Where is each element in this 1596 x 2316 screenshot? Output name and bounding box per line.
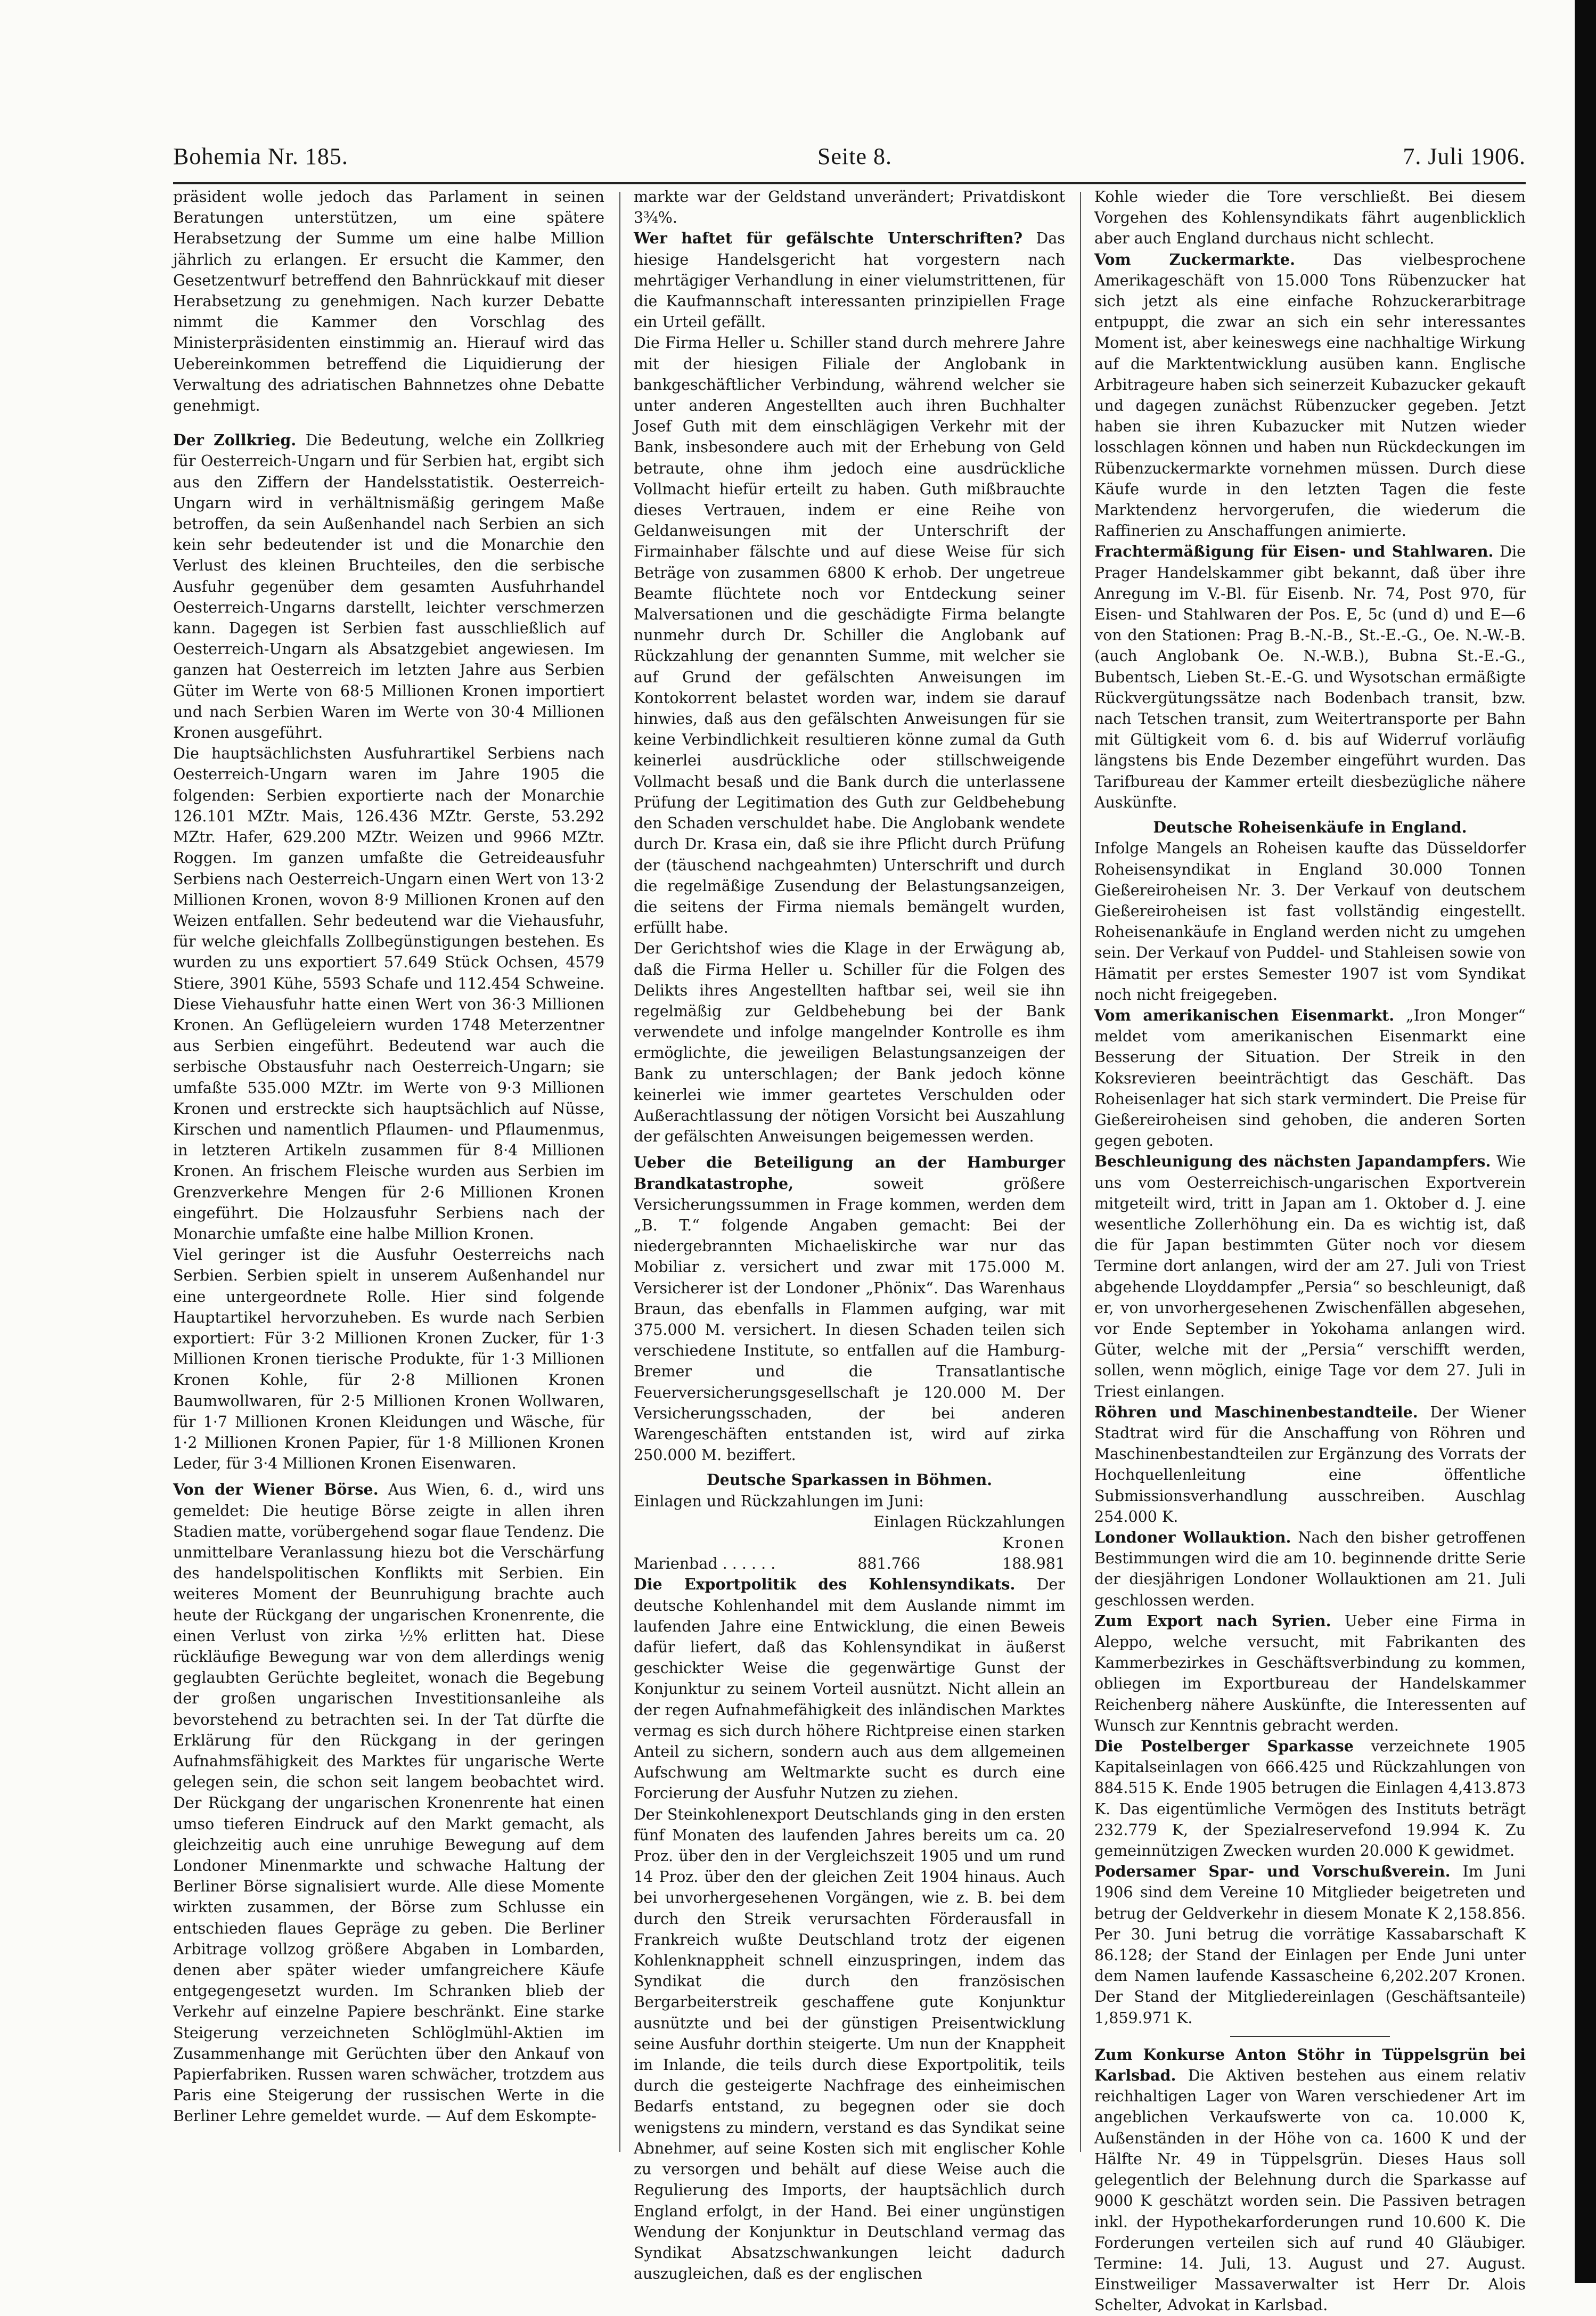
article-heading: Ueber die Beteiligung an der Hamburger Brandkatastrophe, bbox=[634, 1153, 1065, 1193]
text-columns bbox=[173, 186, 1526, 2314]
article-text: „Iron Monger“ meldet vom amerikanischen Eisenmarkt eine Besserung der Situation. Der Streik in den Koksrevieren beeinträchtigt das Geschäft. Das Roheisenlager hat sich stark vermindert. Die Preise für Gießereiroheisen sind gehoben, die anderen Sorten gegen geboten. bbox=[1094, 1006, 1526, 1150]
article-paragraph bbox=[1094, 1151, 1526, 1401]
article-text: soweit größere Versicherungssummen in Frage kommen, werden dem „B. T.“ folgende Angaben gemacht: Bei der niedergebrannten Michaeliskirche war nur das Mobiliar z. versichert und zwar mit 175.000 M. Versicherer ist der Londoner „Phönix“. Das Warenhaus Braun, das ebenfalls in Flammen aufging, war mit 375.000 M. versichert. In diesen Schaden teilen sich verschiedene Institute, so entfallen auf die Hamburg-Bremer und die Transatlantische Feuerversicherungsgesellschaft je 120.000 M. Der Versicherungsschaden, der bei anderen Warengeschäften entstanden ist, wird auf zirka 250.000 M. beziffert. bbox=[634, 1175, 1066, 1464]
article-paragraph: Die Firma Heller u. Schiller stand durch mehrere Jahre mit der hiesigen Filiale der Anglobank in bankgeschäftlicher Verbindung, während welcher sie unter anderen Angestellten auch ihren Buchhalter Josef Guth mit dem einschlägigen Verkehr mit der Bank, insbesondere auch mit der Erhebung von Geld betraute, ohne ihm jedoch eine ausdrückliche Vollmacht hiefür erteilt zu haben. Guth mißbrauchte dieses Vertrauen, indem er eine Reihe von Geldanweisungen mit der Unterschrift der Firmainhaber fälschte und auf diese Weise für sich Beträge von zusammen 6800 K erhob. Der ungetreue Beamte flüchtete noch vor Entdeckung seiner Malversationen und die geschädigte Firma belangte nunmehr durch Dr. Schiller die Anglobank auf Rückzahlung der genannten Summe, mit welcher sie auf Grund der gefälschten Anweisungen im Kontokorrent belastet worden war, indem sie darauf hinwies, daß aus den gefälschten Anweisungen für sie keine Verbindlichkeit resultieren könne zumal da Guth keinerlei ausdrückliche oder stillschweigende Vollmacht besaß und die Bank durch die unterlassene Prüfung der Legitimation des Guth zur Geldbehebung den Schaden verschuldet habe. Die Anglobank wendete durch Dr. Krasa ein, daß sie ihre Pflicht durch Prüfung der (täuschend nachgeahmten) Unterschrift und durch die regelmäßige Zusendung der Belastungsanzeigen, die seitens der Firma niemals bemängelt wurden, erfüllt habe. bbox=[634, 334, 1065, 937]
article-heading: Londoner Wollauktion. bbox=[1094, 1528, 1291, 1546]
article-text: Das vielbesprochene Amerikageschäft von 15.000 Tons Rübenzucker hat sich jetzt als eine einfache Rohzuckerarbitrage entpuppt, die zwar an sich ein sehr interessantes Moment ist, aber keineswegs eine nachhaltige Wirkung auf die Marktentwicklung ausüben kann. Englische Arbitrageure haben sich seinerzeit Kubazucker gekauft und dagegen zunächst Rübenzucker gegeben. Jetzt haben sie ihren Kubazucker mit Nutzen wieder losschlagen können und haben nun Rückdeckungen im Rübenzuckermarkte vornehmen müssen. Durch diese Käufe wurde in den letzten Tagen die feste Marktendenz hervorgerufen, die wiederum die Raffinerien zu Anschaffungen animierte. bbox=[1094, 250, 1526, 540]
article-paragraph bbox=[1094, 1005, 1526, 1151]
article-paragraph bbox=[1094, 541, 1526, 813]
column-divider bbox=[1080, 192, 1081, 2152]
article-heading: Vom Zuckermarkte. bbox=[1094, 250, 1295, 268]
column-3 bbox=[1094, 186, 1526, 2314]
article-heading: Der Zollkrieg. bbox=[173, 431, 297, 450]
article-heading: Frachtermäßigung für Eisen- und Stahlwaren. bbox=[1094, 542, 1494, 561]
article-paragraph bbox=[1094, 249, 1526, 542]
table-cell-withdrawals: 188.981 bbox=[1002, 1555, 1065, 1573]
article-text: Der Wiener Stadtrat wird für die Anschaffung von Röhren und Maschinenbestandteilen zur Ergänzung des Vorrats der Hochquellenleitung eine öffentliche Submissionsverhandlung ausschreiben. Auschlag 254.000 K. bbox=[1094, 1403, 1526, 1526]
article-paragraph: Der Gerichtshof wies die Klage in der Erwägung ab, daß die Firma Heller u. Schiller für die Folgen des Delikts ihres Angestellten haftbar sei, weil sie ihn regelmäßig zur Geldbehebung bei der Bank verwendete und infolge mangelnder Kontrolle es ihm ermöglichte, die jeweiligen Belastungsanzeigen der Bank zu unterschlagen; der Bank jedoch könne keinerlei wie immer geartetes Verschulden oder Außerachtlassung der nötigen Vorsicht bei Auszahlung der gefälschten Anweisungen beigemessen werden. bbox=[634, 940, 1065, 1146]
article-text: Die Aktiven bestehen aus einem relativ reichhaltigen Lager von Waren verschiedener Art im angeblichen Verkaufswerte von ca. 10.000 K, Außenständen in der Höhe von ca. 1600 K und der Hälfte Nr. 49 in Tüppelsgrün. Dieses Haus soll gelegentlich der Belehnung durch die Sparkasse auf 9000 K geschätzt worden sein. Die Passiven betragen inkl. der Hypothekarforderungen rund 10.600 K. Die Forderungen verteilen sich auf rund 40 Gläubiger. Termine: 14. Juli, 13. August und 27. August. Einstweiliger Massaverwalter ist Herr Dr. Alois Schelter, Advokat in Karlsbad. bbox=[1094, 2067, 1526, 2314]
article-paragraph bbox=[173, 1479, 604, 2126]
newspaper-page bbox=[173, 133, 1526, 2314]
article-paragraph: Infolge Mangels an Roheisen kaufte das Düsseldorfer Roheisensyndikat in England 30.000 Tonnen Gießereiroheisen Nr. 3. Der Verkauf von deutschem Gießereiroheisen ist fast vollständig eingestellt. Roheisenankäufe in England werden nicht zu umgehen sein. Der Verkauf von Puddel- und Stahleisen sowie von Hämatit per erstes Semester 1907 ist vom Syndikat noch nicht freigegeben. bbox=[1094, 839, 1526, 1004]
article-text: Nach den bisher getroffenen Bestimmungen wird die am 10. beginnende dritte Serie der diesjährigen Londoner Wollauktionen am 21. Juli geschlossen werden. bbox=[1094, 1529, 1526, 1609]
scan-border bbox=[1575, 0, 1596, 2283]
article-text: Ueber eine Firma in Aleppo, welche versucht, mit Fabrikanten des Kammerbezirkes in Geschäftsverbindung zu kommen, obliegen im Exportbureau der Handelskammer Reichenberg nähere Auskünfte, die Interessenten auf Wunsch zur Kenntnis gebracht werden. bbox=[1094, 1612, 1526, 1734]
section-heading: Deutsche Sparkassen in Böhmen. bbox=[706, 1471, 993, 1489]
section-rule bbox=[1230, 2036, 1390, 2037]
article-paragraph: Viel geringer ist die Ausfuhr Oesterreichs nach Serbien. Serbien spielt in unserem Außenhandel nur eine untergeordnete Rolle. Hier sind folgende Hauptartikel hervorzuheben. Es wurde nach Serbien exportiert: Für 3·2 Millionen Kronen Zucker, für 1·3 Millionen Kronen tierische Produkte, für 1·3 Millionen Kronen Kohle, für 2·8 Millionen Kronen Baumwollwaren, für 2·5 Millionen Kronen Wollwaren, für 1·7 Millionen Kronen Kleidungen und Wäsche, für 1·2 Millionen Kronen Papier, für 1·8 Millionen Kronen Leder, für 3·4 Millionen Kronen Eisenwaren. bbox=[173, 1246, 604, 1473]
table-row bbox=[634, 1553, 1065, 1574]
article-heading: Wer haftet für gefälschte Unterschriften? bbox=[634, 229, 1023, 248]
publication-name: Bohemia Nr. 185. bbox=[173, 143, 348, 169]
article-paragraph bbox=[634, 228, 1065, 332]
article-text: Im Juni 1906 sind dem Vereine 10 Mitglieder beigetreten und betrug der Geldverkehr in diesem Monate K 2,158.856. Per 30. Juni betrug die vorrätige Kassabarschaft K 86.128; der Stand der Einlagen per Ende Juni unter dem Namen laufende Kassascheine 6,202.207 Kronen. Der Stand der Mitgliedereinlagen (Geschäftsanteile) 1,859.971 K. bbox=[1094, 1863, 1526, 2027]
header-rule bbox=[173, 182, 1526, 184]
page-number: Seite 8. bbox=[817, 143, 892, 169]
article-heading: Zum Konkurse Anton Stöhr in Tüppelsgrün bei Karlsbad. bbox=[1094, 2045, 1526, 2085]
article-heading: Vom amerikanischen Eisenmarkt. bbox=[1094, 1006, 1395, 1024]
article-text: Wie uns vom Oesterreichisch-ungarischen Exportverein mitgeteilt wird, tritt in Japan am 1. Oktober d. J. eine wesentliche Zollerhöhung ein. Da es wichtig ist, daß die für Japan bestimmten Güter noch vor diesem Termine dort anlangen, wird der am 27. Juli von Triest abgehende Lloyddampfer „Persia“ so beschleunigt, daß er, von unvorhergesehenen Zwischenfällen abgesehen, vor Ende September in Yokohama anlangen wird. Güter, welche mit der „Persia“ verschifft werden, sollen, wenn möglich, einige Tage vor dem 27. Juli in Triest einlangen. bbox=[1094, 1153, 1526, 1400]
issue-date: 7. Juli 1906. bbox=[1403, 143, 1526, 169]
article-paragraph: Kohle wieder die Tore verschließt. Bei diesem Vorgehen des Kohlensyndikats fährt augenblicklich aber auch England durchaus nicht schlecht. bbox=[1094, 188, 1526, 248]
article-text: Das hiesige Handelsgericht hat vorgestern nach mehrtägiger Verhandlung in einer vielumstrittenen, für die Kaufmannschaft interessanten prinzipiellen Frage ein Urteil gefällt. bbox=[634, 230, 1065, 331]
article-heading: Von der Wiener Börse. bbox=[173, 1480, 379, 1499]
article-paragraph: markte war der Geldstand unverändert; Privatdiskont 3¾%. bbox=[634, 188, 1065, 227]
article-paragraph bbox=[1094, 1861, 1526, 2028]
article-heading: Die Exportpolitik des Kohlensyndikats. bbox=[634, 1575, 1016, 1594]
article-paragraph bbox=[173, 430, 604, 743]
article-paragraph: Der Steinkohlenexport Deutschlands ging in den ersten fünf Monaten des laufenden Jahres bereits um ca. 20 Proz. über den in der Vergleichszeit 1905 und um rund 14 Proz. über den der gleichen Zeit 1904 hinaus. Auch bei unvorhergesehenen Vorgängen, wie z. B. bei dem durch den Streik verursachten Förderausfall in Frankreich wußte Deutschland trotz der eigenen Kohlenknappheit schnell einzuspringen, indem das Syndikat die durch den französischen Bergarbeiterstreik geschaffene gute Konjunktur ausnützte und bei der günstigen Preisentwicklung seine Ausfuhr dorthin steigerte. Um nun der Knappheit im Inlande, die teils durch diese Exportpolitik, teils durch die gesteigerte Nachfrage des einheimischen Bedarfs entstand, zu begegnen oder sie doch wenigstens zu mindern, verstand es das Syndikat seine Abnehmer, auf seine Kosten sich mit englischer Kohle zu versorgen und behält auf diese Weise auch die Regulierung des Imports, der hauptsächlich durch England erfolgt, in der Hand. Bei einer ungünstigen Wendung der Konjunktur in Deutschland vermag das Syndikat Absatzschwankungen leicht dadurch auszugleichen, daß es der englischen bbox=[634, 1805, 1065, 2283]
article-text: Der deutsche Kohlenhandel mit dem Auslande nimmt im laufenden Jahre eine Entwicklung, die einen Beweis dafür liefert, daß das Kohlensyndikat in äußerst geschickter Weise die gegenwärtige Gunst der Konjunktur zu seinem Vorteil ausnützt. Nicht allein an der regen Aufnahmefähigkeit des inländischen Marktes vermag es sich durch höhere Richtpreise einen starken Anteil zu sichern, sondern auch aus dem allgemeinen Aufschwung am Weltmarkte sucht es durch eine Forcierung der Ausfuhr Nutzen zu ziehen. bbox=[634, 1576, 1066, 1803]
column-divider bbox=[619, 192, 620, 2152]
article-text: verzeichnete 1905 Kapitalseinlagen von 666.425 und Rückzahlungen von 884.515 K. Ende 1905 betrugen die Einlagen 4,413.873 K. Das eigentümliche Vermögen des Instituts beträgt 232.779 K, der Spezialreservefond 19.994 K. Zu gemeinnützigen Zwecken wurden 20.000 K gewidmet. bbox=[1094, 1738, 1526, 1860]
section-heading: Deutsche Roheisenkäufe in England. bbox=[1153, 818, 1467, 837]
table-unit: Kronen bbox=[1002, 1534, 1065, 1552]
column-2 bbox=[634, 186, 1066, 2283]
article-paragraph bbox=[1094, 1736, 1526, 1861]
article-paragraph bbox=[1094, 2044, 1526, 2316]
article-heading: Zum Export nach Syrien. bbox=[1094, 1611, 1331, 1630]
article-text: Die Prager Handelskammer gibt bekannt, daß über ihre Anregung im V.-Bl. für Eisenb. Nr. 74, Post 970, für Eisen- und Stahlwaren der Pos. E, 5c (und d) und E—6 von den Stationen: Prag B.-N.-B., St.-E.-G., Oe. N.-W.-B. (auch Anglobank Oe. N.-W.B.), Bubna St.-E.-G., Bubentsch, Lieben St.-E.-G. und Wysotschan ermäßigte Rückvergütungssätze nach Bodenbach transit, bzw. nach Tetschen transit, zum Weitertransporte per Bahn mit Gültigkeit vom 6. d. bis auf Widerruf vorläufig längstens bis Ende Dezember eingeführt wurden. Das Tarifbureau der Kammer erteilt diesbezügliche nähere Auskünfte. bbox=[1094, 543, 1526, 811]
article-paragraph: Einlagen und Rückzahlungen im Juni: bbox=[634, 1492, 924, 1510]
article-paragraph: Die hauptsächlichsten Ausfuhrartikel Serbiens nach Oesterreich-Ungarn waren im Jahre 1905 die folgenden: Serbien exportierte nach der Monarchie 126.101 MZtr. Mais, 126.436 MZtr. Gerste, 53.292 MZtr. Hafer, 629.200 MZtr. Weizen und 9966 MZtr. Roggen. Im ganzen umfaßte die Getreideausfuhr Serbiens nach Oesterreich-Ungarn einen Wert von 13·2 Millionen Kronen, wovon 8·9 Millionen Kronen auf den Weizen entfallen. Sehr bedeutend war die Viehausfuhr, für welche gleichfalls Zollbegünstigungen bestehen. Es wurden zu uns exportiert 57.649 Stück Ochsen, 4579 Stiere, 3901 Kühe, 5593 Schafe und 112.454 Schweine. Diese Viehausfuhr hatte einen Wert von 36·3 Millionen Kronen. An Geflügeleiern wurden 1748 Meterzentner aus Serbien eingeführt. Bedeutend war auch die serbische Obstausfuhr nach Oesterreich-Ungarn; sie umfaßte 535.000 MZtr. im Werte von 9·3 Millionen Kronen und erstreckte sich hauptsächlich auf Nüsse, Kirschen und namentlich Pflaumen- und Pflaumenmus, in letzteren Artikeln zusammen für 8·4 Millionen Kronen. An frischem Fleische wurden aus Serbien im Grenzverkehre Mengen für 2·6 Millionen Kronen eingeführt. Die Holzausfuhr Serbiens nach der Monarchie umfaßte eine halbe Million Kronen. bbox=[173, 745, 604, 1243]
article-text: Die Bedeutung, welche ein Zollkrieg für Oesterreich-Ungarn und für Serbien hat, ergibt sich aus den Ziffern der Handelsstatistik. Oesterreich-Ungarn wird in verhältnismäßig geringem Maße betroffen, da sein Außenhandel nach Serbien an sich kein sehr bedeutender ist und die Monarchie den Verlust des kleinen Bruchteiles, den die serbische Ausfuhr gegenüber dem gesamten Ausfuhrhandel Oesterreich-Ungarns darstellt, leichter verschmerzen kann. Dagegen ist Serbien fast ausschließlich auf Oesterreich-Ungarn als Absatzgebiet angewiesen. Im ganzen hat Oesterreich im letzten Jahre aus Serbien Güter im Werte von 68·5 Millionen Kronen importiert und nach Serbien Waren im Werte von 30·4 Millionen Kronen ausgeführt. bbox=[173, 431, 605, 742]
article-paragraph bbox=[1094, 1611, 1526, 1736]
article-text: Aus Wien, 6. d., wird uns gemeldet: Die heutige Börse zeigte in allen ihren Stadien matte, vorübergehend sogar flaue Tendenz. Die unmittelbare Veranlassung hiezu bot die Verschärfung des handelspolitischen Konflikts mit Serbien. Ein weiteres Moment der Beunruhigung brachte auch heute der Rückgang der ungarischen Kronenrente, die einen Verlust von zirka ½% erlitten hat. Diese rückläufige Bewegung war von dem allerdings wenig geglaubten Gerüchte begleitet, wonach die Begebung der großen ungarischen Investitionsanleihe als bevorstehend zu betrachten sei. In der Tat dürfte die Erklärung für den Rückgang in der geringen Aufnahmsfähigkeit des Marktes für ungarische Werte gelegen sein, die schon seit langem beobachtet wird. Der Rückgang der ungarischen Kronenrente hat einen umso tieferen Eindruck auf den Markt gemacht, als gleichzeitig auch eine unruhige Bewegung auf dem Londoner Minenmarkte und schwache Haltung der Berliner Börse signalisiert wurde. Alle diese Momente wirkten zusammen, der Börse zum Schlusse ein entschieden flaues Gepräge zu geben. Die Berliner Arbitrage vollzog größere Abgaben in Lombarden, denen aber später wieder umfangreichere Käufe entgegengesetzt wurden. Im Schranken blieb der Verkehr auf einzelne Papiere beschränkt. Eine starke Steigerung verzeichneten Schlöglmühl-Aktien im Zusammenhange mit Gerüchten über den Ankauf von Papierfabriken. Russen waren schwächer, trotzdem aus Paris eine Steigerung der russischen Werte in die Berliner Lehre gemeldet wurde. — Auf dem Eskompte- bbox=[173, 1481, 604, 2125]
table-cell-name: Marienbad . . . . . . bbox=[634, 1555, 776, 1573]
article-paragraph bbox=[1094, 1527, 1526, 1611]
article-heading: Beschleunigung des nächsten Japandampfers. bbox=[1094, 1152, 1491, 1171]
article-paragraph bbox=[1094, 1402, 1526, 1527]
article-paragraph bbox=[634, 1574, 1065, 1804]
table-header: Einlagen Rückzahlungen bbox=[873, 1513, 1065, 1531]
table-cell-deposits: 881.766 bbox=[857, 1555, 921, 1573]
column-1 bbox=[173, 186, 604, 2157]
article-heading: Podersamer Spar- und Vorschußverein. bbox=[1094, 1862, 1451, 1881]
page-header bbox=[173, 133, 1526, 176]
article-heading: Die Postelberger Sparkasse bbox=[1094, 1737, 1354, 1756]
article-paragraph bbox=[634, 1152, 1065, 1465]
article-heading: Röhren und Maschinenbestandteile. bbox=[1094, 1402, 1418, 1421]
article-paragraph: präsident wolle jedoch das Parlament in seinen Beratungen unterstützen, um eine spätere Herabsetzung der Summe um eine halbe Million jährlich zu erlangen. Er ersucht die Kammer, den Gesetzentwurf betreffend den Bahnrückkauf mit dieser Herabsetzung zu genehmigen. Nach kurzer Debatte nimmt die Kammer den Vorschlag des Ministerpräsidenten einstimmig an. Hierauf wird das Uebereinkommen betreffend die Liquidierung der Verwaltung des adriatischen Bahnnetzes ohne Debatte genehmigt. bbox=[173, 188, 604, 415]
